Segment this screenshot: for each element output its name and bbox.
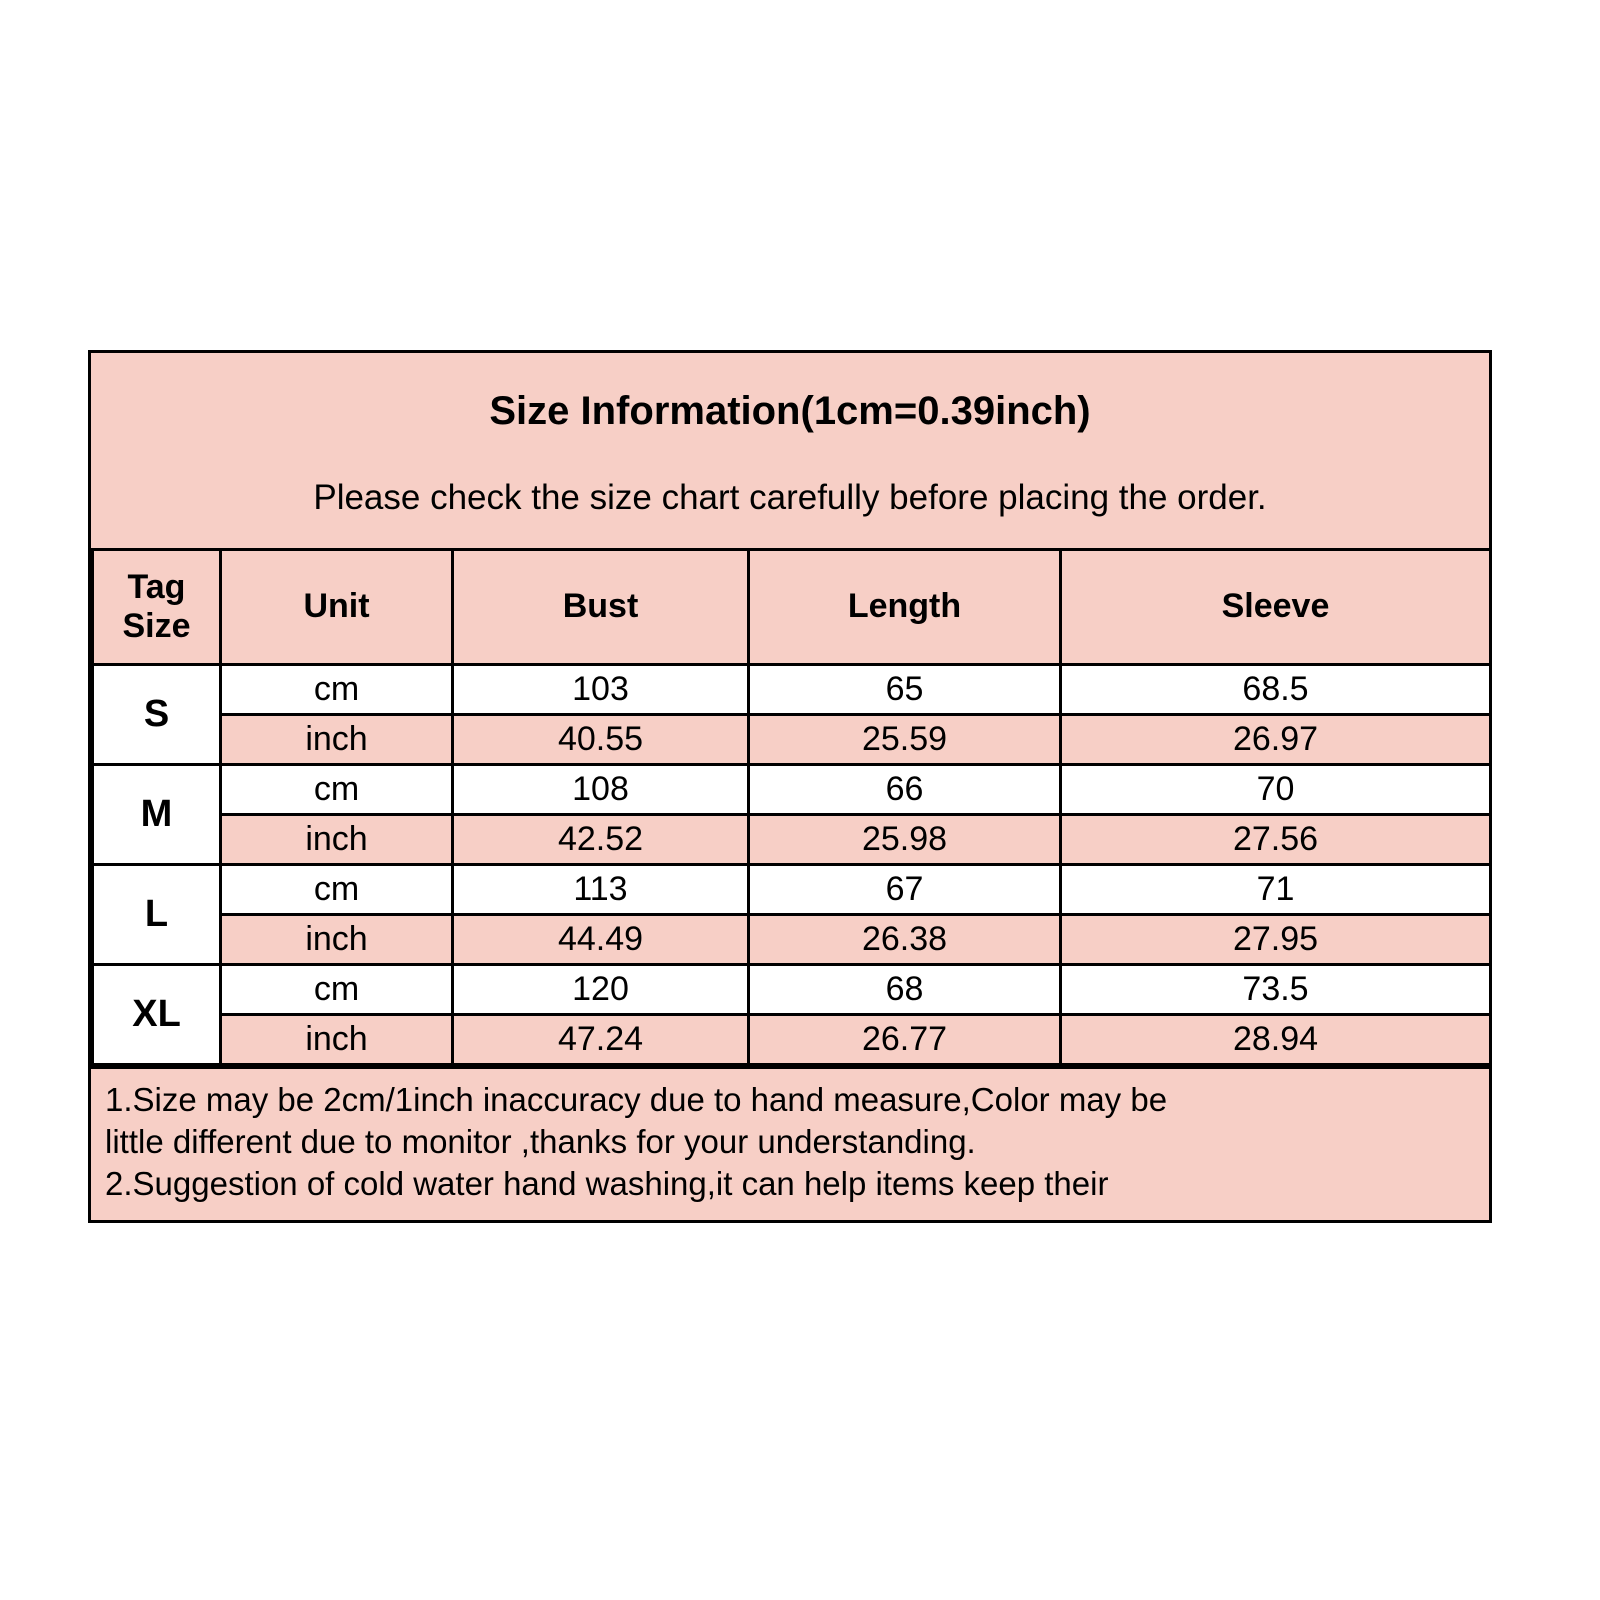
column-header-tag-size [93, 550, 221, 665]
cell-sleeve: 73.5 [1061, 965, 1491, 1015]
chart-header [91, 353, 1489, 548]
cell-unit: cm [221, 765, 453, 815]
cell-tag-size: L [93, 865, 221, 965]
note-line-1: 1.Size may be 2cm/1inch inaccuracy due to hand measure,Color may be [105, 1081, 1168, 1118]
cell-bust: 113 [453, 865, 749, 915]
cell-sleeve: 27.95 [1061, 915, 1491, 965]
chart-notes [91, 1066, 1489, 1220]
cell-bust: 44.49 [453, 915, 749, 965]
cell-sleeve: 27.56 [1061, 815, 1491, 865]
cell-bust: 40.55 [453, 715, 749, 765]
cell-unit: inch [221, 915, 453, 965]
table-header-row [93, 550, 1491, 665]
table-row [93, 915, 1491, 965]
cell-tag-size: S [93, 665, 221, 765]
cell-bust: 42.52 [453, 815, 749, 865]
table-row [93, 965, 1491, 1015]
cell-unit: cm [221, 665, 453, 715]
cell-tag-size: XL [93, 965, 221, 1065]
cell-unit: inch [221, 715, 453, 765]
cell-length: 25.59 [749, 715, 1061, 765]
cell-unit: cm [221, 865, 453, 915]
cell-length: 65 [749, 665, 1061, 715]
page-title: Size Information(1cm=0.39inch) [489, 389, 1091, 433]
column-header-length: Length [749, 550, 1061, 665]
note-line-2: little different due to monitor ,thanks for your understanding. [105, 1123, 976, 1161]
cell-length: 67 [749, 865, 1061, 915]
cell-tag-size: M [93, 765, 221, 865]
cell-unit: inch [221, 815, 453, 865]
size-table [91, 548, 1492, 1066]
cell-bust: 108 [453, 765, 749, 815]
cell-length: 26.77 [749, 1015, 1061, 1065]
size-information-chart [88, 350, 1492, 1223]
chart-subtitle: Please check the size chart carefully before placing the order. [313, 478, 1267, 517]
table-row [93, 1015, 1491, 1065]
cell-bust: 120 [453, 965, 749, 1015]
cell-length: 66 [749, 765, 1061, 815]
column-header-bust: Bust [453, 550, 749, 665]
table-row [93, 665, 1491, 715]
tag-size-label-line1: Tag [127, 567, 186, 606]
column-header-sleeve: Sleeve [1061, 550, 1491, 665]
cell-unit: inch [221, 1015, 453, 1065]
tag-size-label-line2: Size [122, 607, 191, 645]
cell-sleeve: 26.97 [1061, 715, 1491, 765]
cell-length: 25.98 [749, 815, 1061, 865]
cell-bust: 103 [453, 665, 749, 715]
cell-length: 68 [749, 965, 1061, 1015]
cell-sleeve: 71 [1061, 865, 1491, 915]
cell-bust: 47.24 [453, 1015, 749, 1065]
cell-length: 26.38 [749, 915, 1061, 965]
cell-sleeve: 28.94 [1061, 1015, 1491, 1065]
table-row [93, 865, 1491, 915]
cell-sleeve: 68.5 [1061, 665, 1491, 715]
cell-sleeve: 70 [1061, 765, 1491, 815]
table-row [93, 815, 1491, 865]
cell-unit: cm [221, 965, 453, 1015]
note-line-3: 2.Suggestion of cold water hand washing,it can help items keep their [105, 1165, 1109, 1203]
column-header-unit: Unit [221, 550, 453, 665]
table-row [93, 765, 1491, 815]
table-row [93, 715, 1491, 765]
